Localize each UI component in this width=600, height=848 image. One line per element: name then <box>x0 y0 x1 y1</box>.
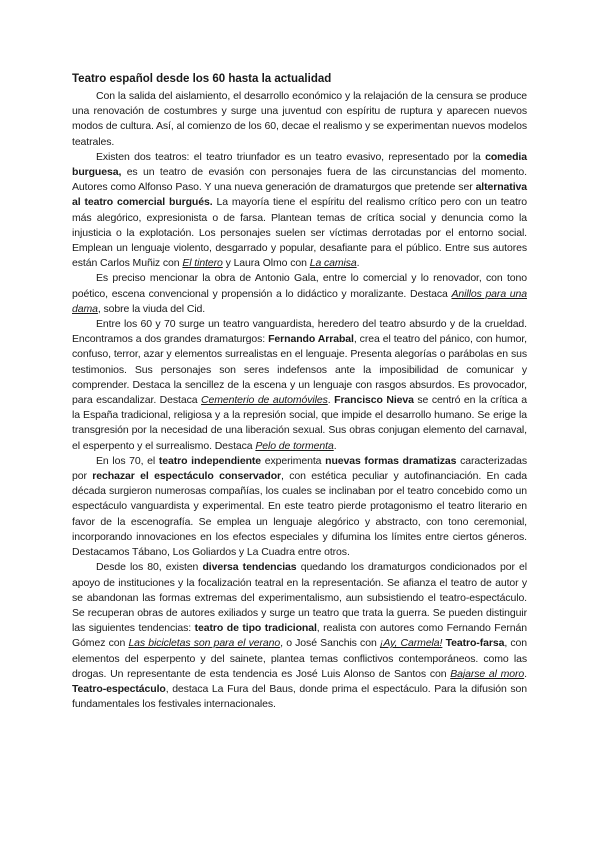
bold-term: Teatro-espectáculo <box>72 682 166 695</box>
text-run: Con la salida del aislamiento, el desarrollo económico y la relajación de la censura se produce una renovación de costumbres y surge una juventud con espíritu de ruptura y aparecen nuevos modos de cultura. Así, al comienzo de los 60, decae el realismo y se experimentan nuevos modelos teatrales. <box>72 90 527 148</box>
text-run: , sobre la viuda del Cid. <box>97 302 206 315</box>
text-run: Existen dos teatros: el teatro triunfador es un teatro evasivo, representado por la <box>96 150 486 163</box>
work-title: Bajarse al moro <box>450 667 525 680</box>
work-title: Anillos para una dama <box>72 287 527 315</box>
text-run: , con elementos del esperpento y del sainete, plantea temas conflictivos contemporáneos. como las drogas. Un representante de esta tendencia es José Luis Alonso de Santos con <box>72 637 527 680</box>
bold-term: Teatro-farsa <box>445 637 505 650</box>
text-run: se centró en la crítica a la España tradicional, religiosa y a la represión social, que impide el desarrollo humano. Se erige la transgresión por la necesidad de una liberación sexual. Sus obras conjugan elemento del carnaval, el esperpento y el surrealismo. Destaca <box>72 394 528 452</box>
bold-term: diversa tendencias <box>202 561 297 574</box>
bold-term: alternativa al teatro comercial burgués. <box>72 181 527 209</box>
text-run: , realista con autores como Fernando Fernán Gómez con <box>72 622 527 650</box>
work-title: El tintero <box>182 257 223 270</box>
bold-term: Francisco Nieva <box>334 394 414 407</box>
text-run: . <box>327 394 335 407</box>
text-run: quedando los dramaturgos condicionados por el apoyo de instituciones y la focalización teatral en la representación. Se afianza el teatro de autor y se abandonan las formas extremas del experimentalismo, aun subsistiendo el teatro-espectáculo. Se recuperan obras de autores exiliados y surge un teatro que trata la guerra. Se pueden distinguir las siguientes tendencias: <box>72 561 528 635</box>
paragraph <box>72 317 527 454</box>
text-run: . <box>356 257 360 270</box>
bold-term: teatro de tipo tradicional <box>194 622 317 635</box>
bold-term: comedia burguesa, <box>72 150 527 179</box>
text-run: caracterizadas por <box>72 454 527 483</box>
work-title: ¡Ay, Carmela! <box>379 637 443 650</box>
text-run: , destaca La Fura del Baus, donde prima el espectáculo. Para la difusión son fundamentales los festivales internacionales. <box>72 682 527 711</box>
text-run: Entre los 60 y 70 surge un teatro vanguardista, heredero del teatro absurdo y de la crueldad. Encontramos a dos grandes dramaturgos: <box>72 318 527 346</box>
bold-term: teatro independiente <box>158 454 262 467</box>
bold-term: Fernando Arrabal <box>268 333 354 346</box>
text-run: En los 70, el <box>96 454 159 467</box>
bold-term: rechazar el espectáculo conservador <box>92 470 282 483</box>
work-title: Cementerio de automóviles <box>201 394 328 407</box>
text-run: . <box>524 667 527 680</box>
paragraph <box>72 560 527 712</box>
paragraph <box>72 271 527 317</box>
paragraph <box>72 150 527 272</box>
text-run: Es preciso mencionar la obra de Antonio Gala, entre lo comercial y lo renovador, con tono poético, escena convencional y propensión a lo didáctico y moralizante. Destaca <box>72 272 527 300</box>
text-run: La mayoría tiene el espíritu del realismo crítico pero con un teatro más alegórico, expresionista o de farsa. Plantean temas de crítica social y denuncia como la injusticia o la explotación. Los personajes suelen ser víctimas derrotadas por el entorno social. Emplean un lenguaje violento, desgarrado y popular, desafiante para el público. Entre sus autores están Carlos Muñiz con <box>72 196 527 270</box>
text-run: , o José Sanchis con <box>280 637 380 650</box>
text-run: Desde los 80, existen <box>96 561 203 574</box>
paragraph <box>72 89 527 150</box>
work-title: Pelo de tormenta <box>255 439 334 452</box>
text-run: experimenta <box>261 454 326 467</box>
document-title: Teatro español desde los 60 hasta la actualidad <box>72 73 332 85</box>
work-title: La camisa <box>309 257 357 270</box>
text-run: y Laura Olmo con <box>222 257 310 270</box>
document-body <box>72 71 527 712</box>
text-run: , crea el teatro del pánico, con humor, confuso, terror, azar y elementos surrealistas en el lenguaje. Presenta alegorías o parábolas en sus testimonios. Sus personajes son seres indefensos ante la imposibilidad de comunicar y comprender. Destaca la sencillez de la escena y un lenguaje con rasgos absurdos. Es provocador, para escandalizar. Destaca <box>72 333 528 407</box>
paragraph <box>72 454 527 560</box>
text-run: , con estética peculiar y autofinanciación. En cada década surgieron numerosas compañías, los cuales se inclinaban por el teatro concebido como un espectáculo vanguardista y experimental. En este teatro pierde protagonismo el teatro literario en favor de la escenografía. Se emplea un lenguaje alegórico y abstracto, con tono ceremonial, incorporando innovaciones en los efectos especiales y difumina los límites entre ciertos géneros. Destacamos Tábano, Los Goliardos y La Cuadra entre otros. <box>72 470 527 559</box>
work-title: Las bicicletas son para el verano <box>128 637 281 650</box>
bold-term: nuevas formas dramatizas <box>325 454 457 467</box>
text-run: . <box>333 439 337 452</box>
text-run: es un teatro de evasión con personajes fuera de las circunstancias del momento. Autores como Alfonso Paso. Y una nueva generación de dramaturgos que pretende ser <box>72 166 527 194</box>
